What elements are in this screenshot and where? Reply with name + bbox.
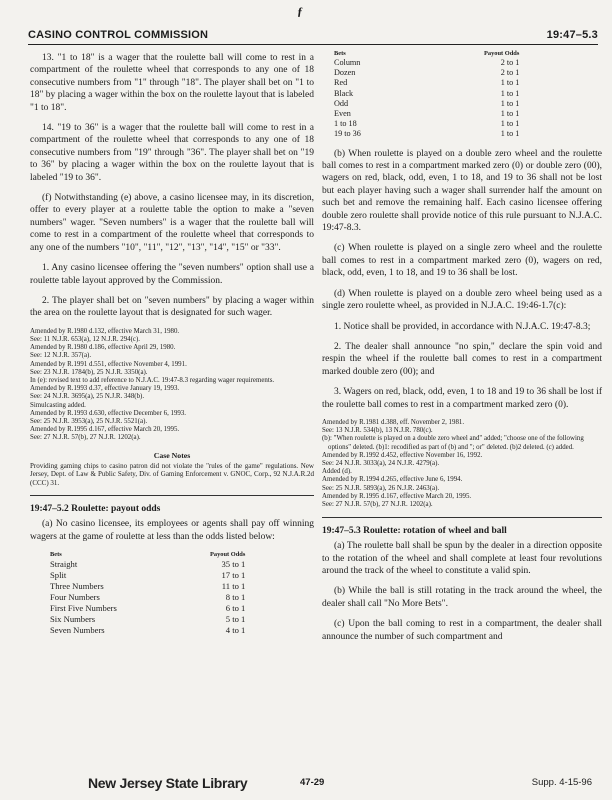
odds-cell: 4 to 1 <box>225 625 246 636</box>
table-row <box>50 559 249 570</box>
table-row <box>50 603 249 614</box>
odds-header: Payout Odds <box>210 551 246 559</box>
amendment-line: See: 25 N.J.R. 5893(a), 26 N.J.R. 2463(a). <box>322 484 440 492</box>
bet-cell: Straight <box>50 559 78 570</box>
odds-cell: 1 to 1 <box>500 109 520 119</box>
amendment-line: See: 12 N.J.R. 357(a). <box>30 352 92 360</box>
bet-cell: Even <box>334 109 351 119</box>
odds-cell: 6 to 1 <box>225 603 246 614</box>
top-mark: ƒ <box>297 4 303 18</box>
section-divider <box>30 495 314 496</box>
amendment-line: Amended by R.1981 d.388, eff. November 2, 1981. <box>322 418 465 426</box>
section-divider <box>322 517 602 518</box>
table-row <box>334 119 523 129</box>
table-row <box>50 570 249 581</box>
paragraph-c-5-2: (c) When roulette is played on a single zero wheel and the roulette ball comes to rest in a compartment marked zero (0), wagers on red, black, odd, even, 1 to 18, and 19 to 36 shall be lost. <box>322 243 602 279</box>
table-row <box>334 129 523 139</box>
bet-cell: Odd <box>334 98 349 108</box>
bet-cell: Column <box>334 58 361 67</box>
page-footer <box>28 775 592 793</box>
table-row <box>50 614 249 625</box>
section-title-5-3: 19:47–5.3 Roulette: rotation of wheel and ball <box>322 526 507 537</box>
table-header-row <box>50 551 249 559</box>
table-row <box>334 99 523 109</box>
table-row <box>50 592 249 603</box>
paragraph-b-5-2: (b) When roulette is played on a double zero wheel and the roulette ball comes to rest in a compartment marked zero (0) or double zero (00), wagers on red, black, odd, even, 1 to 18, and 19 to 36 shall not be lost but each player having such a wager shall surrender half the amount on such bet and remove the remaining half. Each casino licensee offering double zero roulette shall provide notice of this rule pursuant to N.J.A.C. 19:47-8.3. <box>322 148 602 234</box>
paragraph-b-5-3: (b) While the ball is still rotating in the track around the wheel, the dealer shall call "No More Bets". <box>322 586 602 609</box>
bet-cell: Black <box>334 88 354 98</box>
library-stamp: New Jersey State Library <box>88 775 248 791</box>
amendment-line: Amended by R.1995 d.167, effective March 20, 1995. <box>30 426 180 434</box>
paragraph-d-1: 1. Notice shall be provided, in accordance with N.J.A.C. 19:47-8.3; <box>334 321 591 332</box>
paragraph-c-5-3: (c) Upon the ball coming to rest in a compartment, the dealer shall announce the number of such compartment and <box>322 619 602 642</box>
amendment-line: See: 11 N.J.R. 653(a), 12 N.J.R. 294(c). <box>30 335 140 343</box>
amendment-line: Amended by R.1980 d.132, effective March 31, 1980. <box>30 327 180 335</box>
table-row <box>334 58 523 68</box>
bet-cell: Red <box>334 78 348 88</box>
odds-cell: 2 to 1 <box>500 68 520 78</box>
table-row <box>334 78 523 88</box>
paragraph-13: 13. "1 to 18" is a wager that the roulette ball will come to rest in a compartment of the roulette wheel that corresponds to any one of 18 consecutive numbers from "1" through "18". The player shall bet on "1 to 18" by placing a wager within the box on the roulette layout that is labeled "1 to 18". <box>30 53 314 113</box>
bet-cell: Dozen <box>334 68 356 78</box>
amendment-history <box>322 419 602 509</box>
amendment-line: See: 24 N.J.R. 3033(a), 24 N.J.R. 4279(a). <box>322 459 440 467</box>
paragraph-f: (f) Notwithstanding (e) above, a casino licensee may, in its discretion, offer to every player at a roulette table the option to make a "seven numbers" wager. "Seven numbers" is a wager that the roulette ball will come to rest in a compartment of the roulette wheel that corresponds to any one of the numbers "10", "11", "12", "13", "14", "15" or "33". <box>30 193 314 253</box>
amendment-line: Added (d). <box>322 468 352 476</box>
bets-header: Bets <box>334 50 346 57</box>
table-row <box>334 89 523 99</box>
bet-cell: Four Numbers <box>50 592 100 603</box>
odds-header: Payout Odds <box>484 50 520 57</box>
table-header-row <box>334 50 523 58</box>
amendment-line: Amended by R.1991 d.551, effective November 4, 1991. <box>30 360 187 368</box>
case-notes-text: Providing gaming chips to casino patron did not violate the "rules of the game" regulations. New Jersey, Dept. of Law & Public Safety, Div. of Gaming Enforcement v. GNOC, Corp., 92 N.J.A.R.2d (CCC) 31. <box>30 461 314 487</box>
odds-cell: 1 to 1 <box>500 129 520 139</box>
odds-cell: 1 to 1 <box>500 98 520 108</box>
bet-cell: Seven Numbers <box>50 625 105 636</box>
page-header <box>28 26 598 45</box>
section-title-5-2: 19:47–5.2 Roulette: payout odds <box>30 504 161 515</box>
table-row <box>50 625 249 636</box>
amendment-line: Amended by R.1995 d.167, effective March 20, 1995. <box>322 492 472 500</box>
left-column <box>30 52 314 636</box>
amendment-line: See: 27 N.J.R. 57(b), 27 N.J.R. 1202(a). <box>30 434 141 442</box>
bet-cell: Six Numbers <box>50 614 96 625</box>
paragraph-d-5-2: (d) When roulette is played on a double zero wheel being used as a single zero roulette wheel, as provided in N.J.A.C. 19:46-1.7(c): <box>322 288 602 312</box>
amendment-line: Amended by R.1994 d.265, effective June 6, 1994. <box>322 476 463 484</box>
bets-header: Bets <box>50 551 62 559</box>
payout-odds-table-continued <box>334 50 523 140</box>
bet-cell: Split <box>50 570 67 581</box>
paragraph-f-1: 1. Any casino licensee offering the "seven numbers" option shall use a roulette table layout approved by the Commission. <box>30 263 314 286</box>
header-section-number: 19:47–5.3 <box>546 29 598 41</box>
table-row <box>334 68 523 78</box>
amendment-line: See: 27 N.J.R. 57(b), 27 N.J.R. 1202(a). <box>322 500 433 508</box>
table-row <box>50 581 249 592</box>
odds-cell: 2 to 1 <box>500 58 520 67</box>
amendment-line: Amended by R.1993 d.37, effective January 19, 1993. <box>30 385 180 393</box>
amendment-line: See: 25 N.J.R. 3953(a), 25 N.J.R. 5521(a). <box>30 417 148 425</box>
bet-cell: First Five Numbers <box>50 603 117 614</box>
payout-odds-table <box>50 551 249 636</box>
paragraph-d-2: 2. The dealer shall announce "no spin," declare the spin void and respin the wheel if the roulette ball comes to rest in a compartment marked double zero (00); and <box>322 341 602 377</box>
bet-cell: 19 to 36 <box>334 129 361 139</box>
amendment-line: Simulcasting added. <box>30 401 86 409</box>
odds-cell: 35 to 1 <box>221 559 246 570</box>
amendment-line: Amended by R.1992 d.452, effective November 16, 1992. <box>322 451 483 459</box>
odds-cell: 1 to 1 <box>500 88 520 98</box>
bet-cell: 1 to 18 <box>334 119 357 129</box>
right-column <box>322 50 602 651</box>
odds-cell: 11 to 1 <box>221 581 246 592</box>
case-notes-title: Case Notes <box>153 450 191 460</box>
odds-cell: 1 to 1 <box>500 119 520 129</box>
amendment-line: (b): "When roulette is played on a double zero wheel and" added; "choose one of the following options" deleted. (b)1: recodified as part of (b) and "; or" deleted. (b)2 deleted. (c) added. <box>322 435 584 451</box>
page-number: 47-29 <box>300 777 325 788</box>
supplement-date: Supp. 4-15-96 <box>531 777 592 788</box>
odds-cell: 5 to 1 <box>225 614 246 625</box>
paragraph-d-3: 3. Wagers on red, black, odd, even, 1 to 18 and 19 to 36 shall be lost if the roulette ball comes to rest in a compartment marked zero (0). <box>322 387 602 410</box>
paragraph-f-2: 2. The player shall bet on "seven numbers" by placing a wager within the area on the roulette layout that is designated for such wager. <box>30 295 314 319</box>
amendment-line: See: 13 N.J.R. 534(b), 13 N.J.R. 780(c). <box>322 427 433 435</box>
odds-cell: 8 to 1 <box>225 592 246 603</box>
odds-cell: 1 to 1 <box>500 78 520 88</box>
amendment-line: In (e): revised text to add reference to N.J.A.C. 19:47-8.3 regarding wager requirements. <box>30 376 275 384</box>
header-title: CASINO CONTROL COMMISSION <box>28 29 209 41</box>
paragraph-14: 14. "19 to 36" is a wager that the roulette ball will come to rest in a compartment of the roulette wheel that corresponds to any one of 18 consecutive numbers from "19" through "36". The player shall bet on "19 to 36" by placing a wager within the box on the roulette layout that is labeled "19 to 36". <box>30 123 314 183</box>
amendment-line: Amended by R.1993 d.630, effective December 6, 1993. <box>30 409 187 417</box>
table-row <box>334 109 523 119</box>
paragraph-a-5-2: (a) No casino licensee, its employees or agents shall pay off winning wagers at the game of roulette at less than the odds listed below: <box>30 519 314 542</box>
odds-cell: 17 to 1 <box>221 570 246 581</box>
amendment-line: See: 24 N.J.R. 3695(a), 25 N.J.R. 348(b). <box>30 393 145 401</box>
paragraph-a-5-3: (a) The roulette ball shall be spun by the dealer in a direction opposite to the rotation of the wheel and shall complete at least four revolutions around the track of the wheel to constitute a valid spin. <box>322 541 602 576</box>
bet-cell: Three Numbers <box>50 581 104 592</box>
amendment-line: See: 23 N.J.R. 1784(b), 25 N.J.R. 3350(a). <box>30 368 148 376</box>
amendment-line: Amended by R.1980 d.186, effective April 29, 1980. <box>30 344 176 352</box>
amendment-history <box>30 328 314 443</box>
